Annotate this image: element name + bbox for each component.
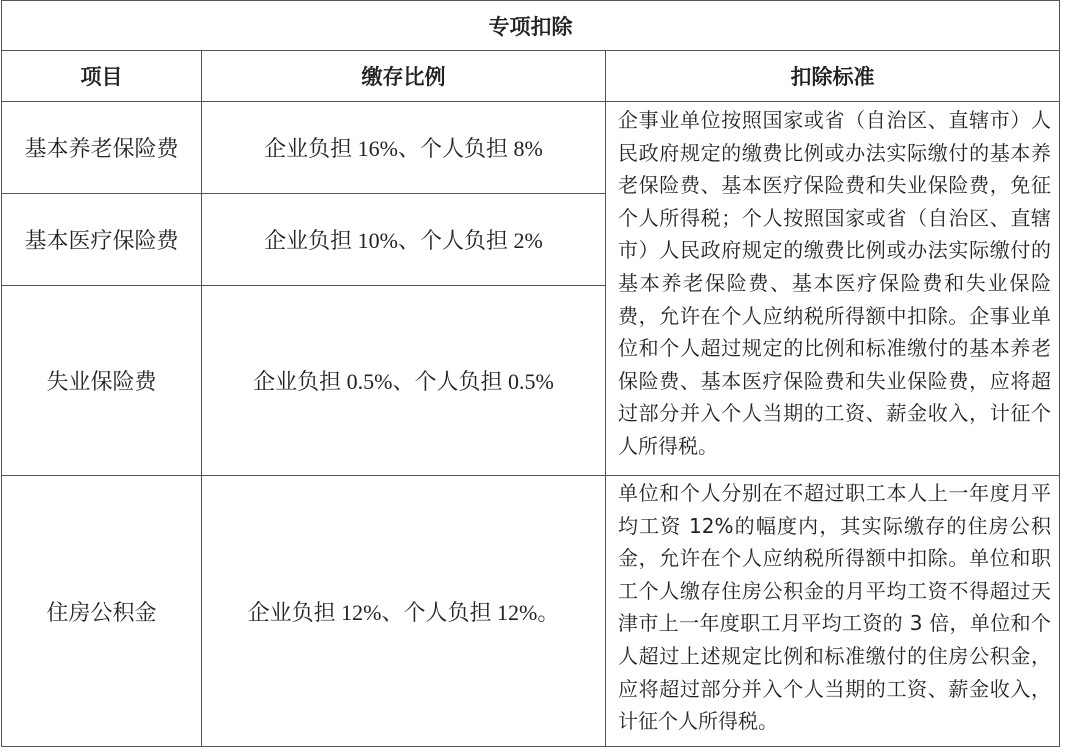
ratio-pension: 企业负担 16%、个人负担 8% bbox=[202, 102, 606, 194]
header-ratio: 缴存比例 bbox=[202, 51, 606, 102]
item-medical: 基本医疗保险费 bbox=[2, 194, 202, 286]
standard-social-insurance: 企事业单位按照国家或省（自治区、直辖市）人民政府规定的缴费比例或办法实际缴付的基本养老保险费、基本医疗保险费和失业保险费，免征个人所得税；个人按照国家或省（自治区、直辖市）人民政府规定的缴费比例或办法实际缴付的基本养老保险费、基本医疗保险费和失业保险费，允许在个人应纳税所得额中扣除。企事业单位和个人超过规定的比例和标准缴付的基本养老保险费、基本医疗保险费和失业保险费，应将超过部分并入个人当期的工资、薪金收入，计征个人所得税。 bbox=[606, 102, 1060, 476]
table-title: 专项扣除 bbox=[2, 1, 1060, 51]
table-row bbox=[2, 476, 1060, 747]
ratio-medical: 企业负担 10%、个人负担 2% bbox=[202, 194, 606, 286]
item-pension: 基本养老保险费 bbox=[2, 102, 202, 194]
standard-housing-fund: 单位和个人分别在不超过职工本人上一年度月平均工资 12%的幅度内，其实际缴存的住房公积金，允许在个人应纳税所得额中扣除。单位和职工个人缴存住房公积金的月平均工资不得超过天津市上一年度职工月平均工资的 3 倍，单位和个人超过上述规定比例和标准缴付的住房公积金，应将超过部分并入个人当期的工资、薪金收入，计征个人所得税。 bbox=[606, 476, 1060, 747]
item-unemployment: 失业保险费 bbox=[2, 286, 202, 476]
table-row bbox=[2, 102, 1060, 194]
ratio-housing-fund: 企业负担 12%、个人负担 12%。 bbox=[202, 476, 606, 747]
header-standard: 扣除标准 bbox=[606, 51, 1060, 102]
special-deduction-table bbox=[1, 0, 1060, 747]
item-housing-fund: 住房公积金 bbox=[2, 476, 202, 747]
header-item: 项目 bbox=[2, 51, 202, 102]
ratio-unemployment: 企业负担 0.5%、个人负担 0.5% bbox=[202, 286, 606, 476]
